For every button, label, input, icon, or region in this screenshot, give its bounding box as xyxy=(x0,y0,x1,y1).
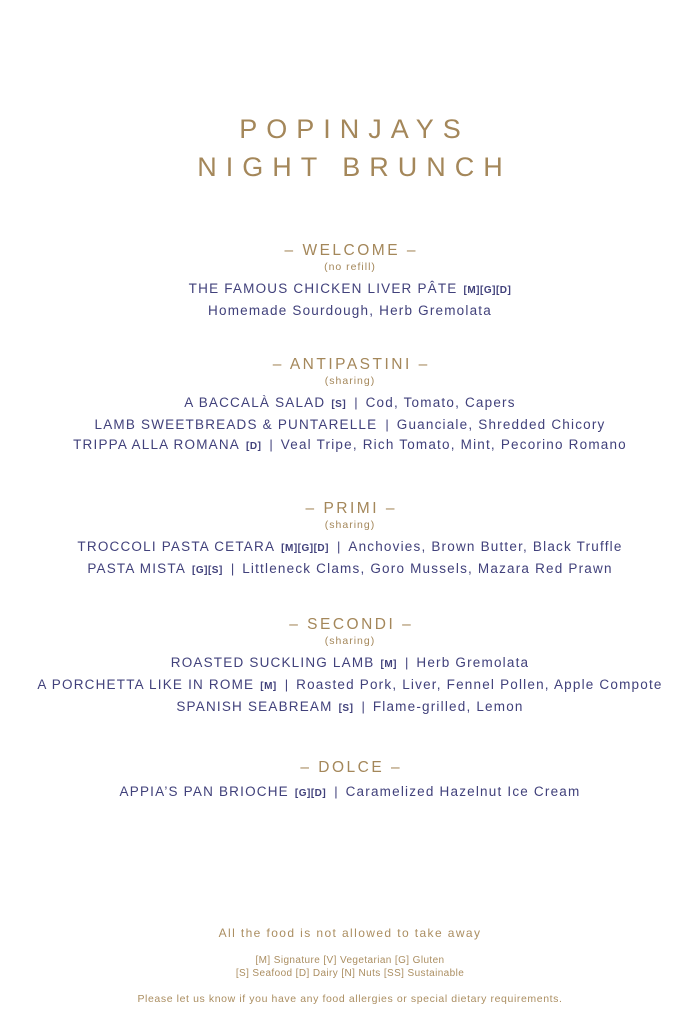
dish-name: A BACCALÀ SALAD xyxy=(184,395,326,410)
title-line-1: POPINJAYS xyxy=(239,114,470,144)
dish-name: SPANISH SEABREAM xyxy=(176,699,333,714)
dish-list-welcome xyxy=(0,279,700,321)
menu-footer xyxy=(0,926,700,1006)
dish-list-antipastini xyxy=(0,393,700,457)
dish-separator: | xyxy=(334,784,338,799)
dish-list-primi xyxy=(0,537,700,581)
allergen-legend xyxy=(0,954,700,980)
menu-item xyxy=(0,675,700,697)
menu-item xyxy=(0,653,700,675)
dish-tags: [M] xyxy=(380,659,397,670)
dish-separator: | xyxy=(269,437,273,452)
dish-description: Anchovies, Brown Butter, Black Truffle xyxy=(348,539,623,554)
dish-tags: [M][G][D] xyxy=(281,543,329,554)
menu-item xyxy=(0,697,700,719)
section-note-welcome: (no refill) xyxy=(324,261,376,273)
dish-list-dolce xyxy=(0,782,700,804)
dish-tags: [S] xyxy=(338,703,354,714)
dish-list-secondi xyxy=(0,653,700,719)
takeaway-notice: All the food is not allowed to take away xyxy=(218,926,482,940)
allergen-legend-line-1: [M] Signature [V] Vegetarian [G] Gluten xyxy=(255,955,445,966)
dish-tags: [S] xyxy=(331,399,347,410)
section-heading-dolce: – DOLCE – xyxy=(300,759,403,776)
dish-separator: | xyxy=(336,539,341,554)
dish-separator: | xyxy=(361,699,365,714)
dish-name: TROCCOLI PASTA CETARA xyxy=(77,539,276,554)
dish-separator: | xyxy=(385,417,389,432)
section-heading-secondi: – SECONDI – xyxy=(289,616,414,633)
menu-item xyxy=(0,435,700,457)
menu-item xyxy=(0,301,700,321)
allergen-legend-line-2: [S] Seafood [D] Dairy [N] Nuts [SS] Sustainable xyxy=(235,968,465,979)
dish-description: Cod, Tomato, Capers xyxy=(365,395,516,410)
section-note-primi: (sharing) xyxy=(324,519,376,531)
section-dolce xyxy=(0,760,700,804)
dish-tags: [G][D] xyxy=(294,788,327,799)
section-secondi xyxy=(0,617,700,719)
dish-tags: [M] xyxy=(260,681,277,692)
dish-name: PASTA MISTA xyxy=(87,561,187,576)
section-note-secondi: (sharing) xyxy=(324,635,376,647)
restaurant-title xyxy=(0,110,700,186)
menu-item xyxy=(0,415,700,435)
dish-description: Herb Gremolata xyxy=(416,655,530,670)
dish-separator: | xyxy=(284,677,289,692)
section-primi xyxy=(0,501,700,581)
dish-separator: | xyxy=(354,395,358,410)
menu-item xyxy=(0,393,700,415)
dish-description: Veal Tripe, Rich Tomato, Mint, Pecorino Romano xyxy=(280,437,627,452)
dish-description: Littleneck Clams, Goro Mussels, Mazara Red Prawn xyxy=(242,561,613,576)
section-note-antipastini: (sharing) xyxy=(324,375,376,387)
dish-description: Caramelized Hazelnut Ice Cream xyxy=(345,784,581,799)
title-line-2: NIGHT BRUNCH xyxy=(197,152,512,182)
section-heading-antipastini: – ANTIPASTINI – xyxy=(272,356,430,373)
menu-item xyxy=(0,537,700,559)
dish-name: APPIA’S PAN BRIOCHE xyxy=(119,784,289,799)
dish-name: TRIPPA ALLA ROMANA xyxy=(73,437,241,452)
dish-name: LAMB SWEETBREADS & PUNTARELLE xyxy=(94,417,378,432)
dish-name: A PORCHETTA LIKE IN ROME xyxy=(37,677,255,692)
dish-description: Homemade Sourdough, Herb Gremolata xyxy=(208,303,492,318)
dish-name: ROASTED SUCKLING LAMB xyxy=(170,655,375,670)
dish-description: Guanciale, Shredded Chicory xyxy=(396,417,606,432)
section-heading-primi: – PRIMI – xyxy=(305,500,397,517)
menu-item xyxy=(0,279,700,301)
section-welcome xyxy=(0,243,700,321)
dish-tags: [D] xyxy=(246,441,262,452)
section-heading-welcome: – WELCOME – xyxy=(284,242,418,259)
dish-name: THE FAMOUS CHICKEN LIVER PÂTE xyxy=(188,281,458,296)
dish-tags: [G][S] xyxy=(192,565,223,576)
dish-description: Flame-grilled, Lemon xyxy=(372,699,524,714)
allergy-notice: Please let us know if you have any food allergies or special dietary requirements. xyxy=(137,993,563,1005)
dish-separator: | xyxy=(405,655,409,670)
menu-item xyxy=(0,782,700,804)
dish-tags: [M][G][D] xyxy=(463,285,512,296)
dish-description: Roasted Pork, Liver, Fennel Pollen, Apple Compote xyxy=(296,677,663,692)
menu-item xyxy=(0,559,700,581)
dish-separator: | xyxy=(230,561,235,576)
section-antipastini xyxy=(0,357,700,457)
